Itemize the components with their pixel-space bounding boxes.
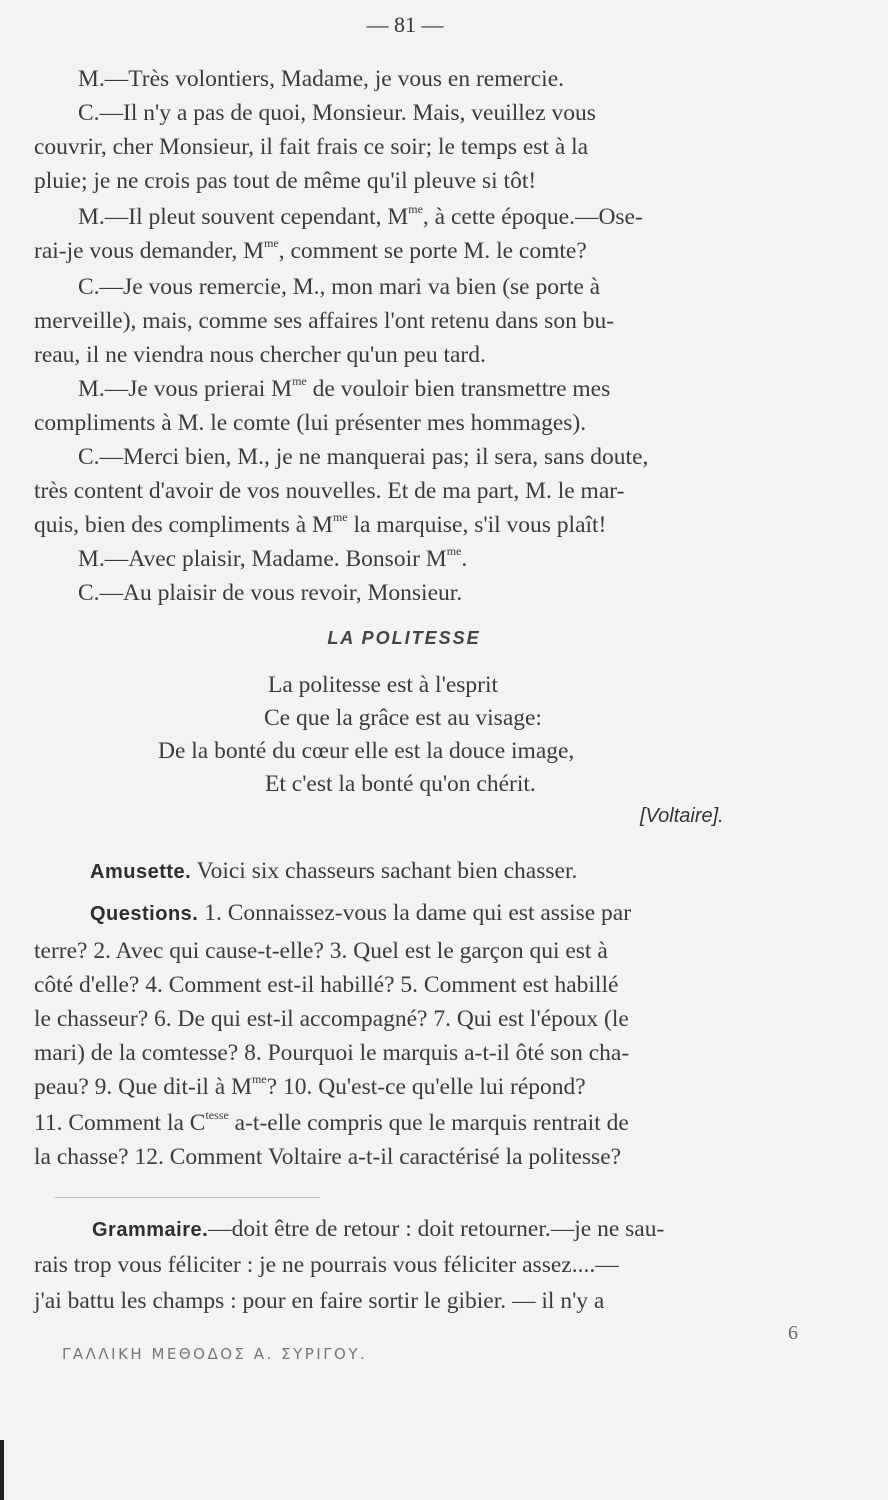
text-run: le chasseur? 6. De qui est-il accompagné? 7. Qui est l'époux (le [34,1006,629,1032]
dialogue-line [78,442,648,472]
text-run: la marquise, s'il vous plaît! [347,512,607,538]
dialogue-line [78,272,600,302]
superscript-abbrev: me [264,236,279,250]
questions-line [34,1142,621,1172]
scan-edge [0,1440,4,1500]
text-run: ? 10. Qu'est-ce qu'elle lui répond? [266,1074,586,1100]
dialogue-line [78,202,643,232]
dialogue-line [78,64,564,94]
grammaire-text: —doit être de retour : doit retourner.—je ne sau- [208,1216,665,1242]
questions-line [34,936,608,966]
superscript-abbrev: me [292,374,307,388]
text-run: , à cette époque.—Ose- [422,204,643,230]
text-run: a-t-elle compris que le marquis rentrait de [228,1110,629,1136]
grammaire-line [92,1214,664,1245]
dialogue-line [34,408,586,438]
superscript-abbrev: tesse [205,1108,229,1122]
text-run: peau? 9. Que dit-il à M [34,1074,252,1100]
separator-rule [55,1197,320,1198]
text-run: très content d'avoir de vos nouvelles. Et de ma part, M. le mar- [34,478,625,504]
dialogue-line [34,340,486,370]
superscript-abbrev: me [332,510,348,524]
text-run: reau, il ne viendra nous chercher qu'un peu tard. [34,342,486,368]
dialogue-line [34,236,587,266]
poem-title: LA POLITESSE [327,628,481,648]
text-run: M.—Très volontiers, Madame, je vous en remercie. [78,66,564,92]
questions-line [34,1072,586,1102]
poem-line: Ce que la grâce est au visage: [264,705,542,731]
text-run: la chasse? 12. Comment Voltaire a-t-il caractérisé la politesse? [34,1144,622,1170]
superscript-abbrev: me [251,1072,267,1086]
text-run: C.—Il n'y a pas de quoi, Monsieur. Mais, veuillez vous [78,100,596,126]
signature-mark: 6 [788,1322,798,1344]
text-run: M.—Je vous prierai M [78,376,293,402]
poem-line: De la bonté du cœur elle est la douce image, [158,738,575,764]
text-run: côté d'elle? 4. Comment est-il habillé? 5. Comment est habillé [34,972,619,998]
dialogue-line [34,166,536,196]
amusette-text: Voici six chasseurs sachant bien chasser. [191,858,578,884]
questions-line [34,1108,629,1138]
poem-line: Et c'est la bonté qu'on chérit. [265,771,536,797]
superscript-abbrev: me [446,544,462,558]
grammaire-line: rais trop vous féliciter : je ne pourrais vous féliciter assez....— [34,1252,619,1278]
poem-author: [Voltaire]. [640,805,724,827]
text-run: merveille), mais, comme ses affaires l'ont retenu dans son bu- [34,308,615,334]
page-number: — 81 — [366,12,444,37]
text-run: 11. Comment la C [34,1110,206,1136]
text-run: quis, bien des compliments à M [34,512,333,538]
dialogue-line [78,578,462,608]
text-run: . [461,546,468,572]
text-run: C.—Merci bien, M., je ne manquerai pas; il sera, sans doute, [78,444,649,470]
grammaire-line: j'ai battu les champs : pour en faire sortir le gibier. — il n'y a [34,1288,605,1314]
questions-line [34,1038,629,1068]
dialogue-line [34,132,588,162]
text-run: C.—Je vous remercie, M., mon mari va bien (se porte à [78,274,601,300]
amusette-paragraph [90,856,577,887]
text-run: 1. Connaissez-vous la dame qui est assise par [198,900,632,926]
text-run: pluie; je ne crois pas tout de même qu'il pleuve si tôt! [34,168,537,194]
amusette-label: Amusette. [90,861,192,883]
questions-line [34,1004,629,1034]
questions-line [90,898,631,929]
poem-line: La politesse est à l'esprit [268,672,499,698]
dialogue-line [78,98,596,128]
text-run: C.—Au plaisir de vous revoir, Monsieur. [78,580,463,606]
text-run: rai-je vous demander, M [34,238,265,264]
footer-imprint: ΓΑΛΛΙΚΗ ΜΕΘΟΔΟΣ Α. ΣΥΡΙΓΟΥ. [62,1345,368,1363]
grammaire-label: Grammaire. [92,1219,209,1241]
text-run: M.—Il pleut souvent cependant, M [78,204,409,230]
questions-line [34,970,618,1000]
text-run: mari) de la comtesse? 8. Pourquoi le marquis a-t-il ôté son cha- [34,1040,630,1066]
text-run: M.—Avec plaisir, Madame. Bonsoir M [78,546,447,572]
dialogue-line [78,374,610,404]
dialogue-line [34,476,624,506]
questions-label: Questions. [90,903,199,925]
text-run: compliments à M. le comte (lui présenter mes hommages). [34,410,587,436]
dialogue-line [34,510,606,540]
dialogue-line [78,544,467,574]
text-run: terre? 2. Avec qui cause-t-elle? 3. Quel est le garçon qui est à [34,938,608,964]
text-run: , comment se porte M. le comte? [278,238,587,264]
text-run: couvrir, cher Monsieur, il fait frais ce soir; le temps est à la [34,134,589,160]
dialogue-line [34,306,614,336]
text-run: de vouloir bien transmettre mes [306,376,611,402]
superscript-abbrev: me [408,202,423,216]
